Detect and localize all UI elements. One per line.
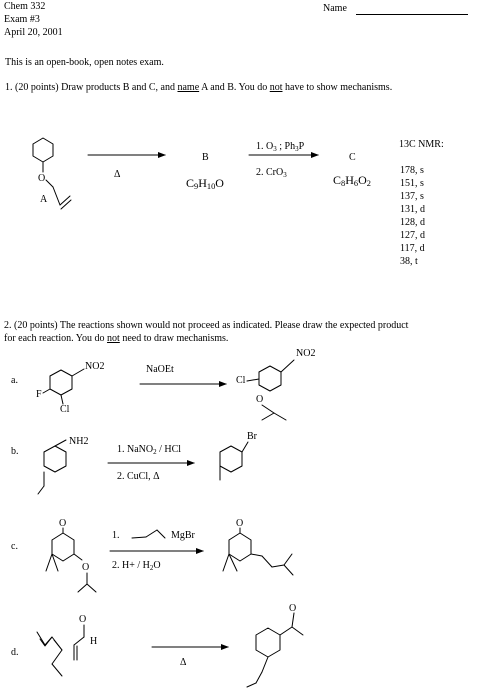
nmr-peak: 117, d (400, 243, 425, 254)
part-a-product-structure (247, 360, 294, 420)
q1-reagent-1: 1. $O_3$ ; $Ph_3P$ (256, 141, 305, 153)
part-b-sm-structure (38, 440, 66, 494)
q1-label-c: C (349, 152, 356, 163)
part-c-sm-o: O (59, 518, 67, 529)
part-a-pr-o: O (256, 394, 264, 405)
part-a-reagent: NaOEt (146, 364, 174, 375)
nmr-peak: 151, s (400, 178, 424, 189)
nmr-peak: 131, d (400, 204, 425, 215)
q1-reagent-2: 2. CrO$_3$ (256, 167, 287, 179)
part-b-product-structure (220, 442, 248, 480)
part-d-h: H (90, 636, 98, 647)
part-c-label: c. (11, 541, 18, 552)
q1-label-a: A (40, 194, 48, 205)
part-b-reagent-1: 1. NaNO$_2$ / HCl (117, 444, 182, 456)
part-a-pr-no2: NO2 (296, 348, 316, 359)
course-title: Chem 332 (4, 1, 46, 12)
part-c-reagent-1: 1. (112, 530, 120, 541)
part-d-dienophile-structure (74, 625, 84, 660)
part-c-ether-o: O (82, 562, 90, 573)
part-b-label: b. (11, 446, 19, 457)
q1-label-b: B (202, 152, 209, 163)
formula-b: $C_9H_{10}O$ (186, 176, 224, 191)
nmr-peak: 137, s (400, 191, 424, 202)
part-a-sm-cl: Cl (60, 404, 70, 415)
exam-number: Exam #3 (4, 14, 40, 25)
formula-c: $C_8H_6O_2$ (333, 173, 371, 188)
part-a-sm-structure (43, 369, 84, 404)
q1-delta: Δ (114, 169, 121, 180)
part-c-pr-o: O (236, 518, 244, 529)
nmr-peak: 38, t (400, 256, 418, 267)
exam-date: April 20, 2001 (4, 27, 63, 38)
part-c-mgbr: MgBr (171, 530, 195, 541)
q2-prompt-line1: 2. (20 points) The reactions shown would not proceed as indicated. Please draw the expected product (4, 320, 409, 331)
q1-prompt: 1. (20 points) Draw products B and C, and name A and B. You do not have to show mechanisms. (5, 82, 393, 93)
part-c-sm-structure (46, 528, 96, 592)
part-b-br: Br (247, 431, 257, 442)
part-a-pr-cl: Cl (236, 375, 246, 386)
intro-text: This is an open-book, open notes exam. (5, 57, 164, 68)
part-d-delta: Δ (180, 657, 187, 668)
part-a-label: a. (11, 375, 18, 386)
part-c-product-structure (223, 528, 293, 575)
part-c-reagent-2: 2. $H+ / H_2O$ (112, 560, 161, 572)
part-a-sm-no2: NO2 (85, 361, 105, 372)
nmr-peak: 178, s (400, 165, 424, 176)
part-b-nh2: NH2 (69, 436, 89, 447)
name-label: Name (323, 3, 347, 14)
part-a-sm-f: F (36, 389, 42, 400)
part-d-label: d. (11, 647, 19, 658)
part-d-o: O (79, 614, 87, 625)
svg-text:O: O (38, 173, 46, 184)
nmr-peak: 128, d (400, 217, 425, 228)
part-d-diene-structure (37, 632, 62, 676)
part-b-reagent-2: 2. CuCl, Δ (117, 471, 160, 482)
part-d-pr-o: O (289, 603, 297, 614)
nmr-title: 13C NMR: (399, 139, 444, 150)
part-d-product-structure (247, 613, 303, 687)
q2-prompt-line2: for each reaction. You do not need to draw mechanisms. (4, 333, 229, 344)
nmr-peak: 127, d (400, 230, 425, 241)
